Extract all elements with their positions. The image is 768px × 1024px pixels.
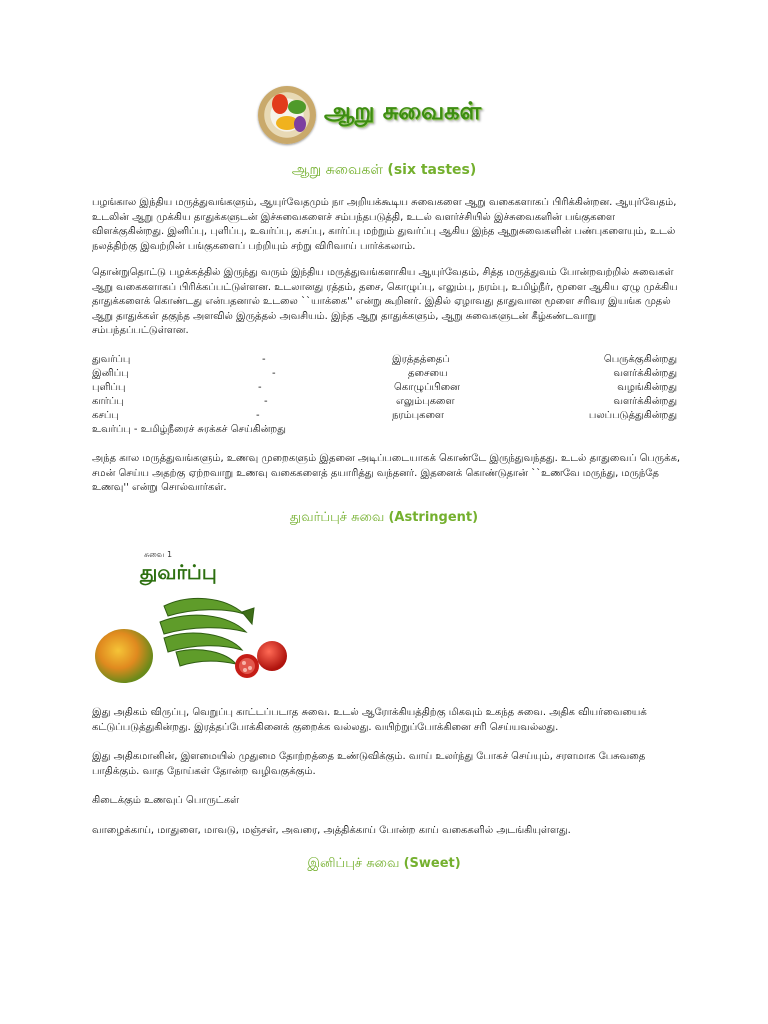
astringent-benefits-paragraph: இது அதிகம் விருப்பு, வெறுப்பு காட்டப்படாத சுவை. உடல் ஆரோக்கியத்திற்கு மிகவும் உகந்த சுவை. அதிக வியர்வையைக் கட்டுப்படுத்துகின்றது. இரத்தப்போக்கினைக் குறைக்க வல்லது. வயிற்றுப்போக்கினை சரி செய்யவல்லது.: [92, 707, 647, 733]
taste-row: இனிப்பு - தசையை வளர்க்கின்றது: [92, 368, 677, 379]
astringent-excess-paragraph: இது அதிகமானின், இளமையில் முதுமை தோற்றத்தை உண்டுவிக்கும். வாய் உலர்ந்து போகச் செய்யும், சரளமாக பேசுவதை பாதிக்கும். வாத நோய்கள் தோன்ற வழிவகுக்கும்.: [92, 751, 646, 777]
heading-six-tastes-english: (six tastes): [387, 162, 477, 178]
taste-row: புளிப்பு - கொழுப்பினை வழங்கின்றது: [92, 382, 677, 393]
available-foods-paragraph: வாழைக்காய், மாதுளை, மாவடு, மஞ்சள், அவரை, அத்திக்காய் போன்ற காய் வகைகளில் அடங்கியுள்ளது.: [92, 825, 571, 836]
banana-bunch-icon: [160, 598, 254, 666]
tradition-paragraph: அந்த கால மருத்துவங்களும், உணவு முறைகளும் இதனை அடிப்படையாகக் கொண்டே இருந்துவந்தது. உடல் தாதுவைப் பெருக்க, சமன் செய்ய அதற்கு ஏற்றவாறு உணவு வகைகளைத் தயாரித்து வந்தனர். இதனைக் கொண்டுதான் ``உணவே மருந்து, மருந்தே உணவு'' என்று சொல்வார்கள்.: [92, 453, 681, 493]
pomegranate-icon: [235, 641, 287, 678]
heading-sweet-english: (Sweet): [403, 856, 461, 871]
heading-astringent: [0, 510, 768, 526]
intro-paragraph: பழங்கால இந்திய மருத்துவங்களும், ஆயுர்வேதமும் நா அறியக்கூடிய சுவைகளை ஆறு வகைகளாகப் பிரிக்கின்றன. ஆயுர்வேதம், உடலின் ஆறு முக்கிய தாதுக்களுடன் இச்சுவைகளைச் சம்பந்தபடுத்தி, உடல் வளர்ச்சியில் இச்சுவைகளின் பங்குகளை விளக்குகின்றது. இனிப்பு, புளிப்பு, உவர்ப்பு, கசப்பு, கார்ப்பு மற்றும் துவர்ப்பு ஆகிய இந்த ஆறுசுவைகளின் பண்புகளையும், உடல் நலத்திற்கு இவற்றின் பங்குகளைப் பற்றியும் சற்று விரிவாய் பார்க்கலாம்.: [92, 197, 677, 252]
heading-sweet: [0, 856, 768, 872]
page-banner: [256, 86, 511, 146]
heading-six-tastes-tamil: ஆறு சுவைகள்: [291, 162, 388, 178]
mango-icon: [95, 629, 153, 683]
heading-astringent-english: (Astringent): [388, 510, 479, 525]
image-big-label: துவர்ப்பு: [140, 560, 217, 584]
heading-six-tastes: [0, 162, 768, 180]
available-foods-label: கிடைக்கும் உணவுப் பொருட்கள்: [92, 795, 240, 806]
heading-astringent-tamil: துவர்ப்புச் சுவை: [289, 510, 389, 525]
taste-row: துவர்ப்பு - இரத்தத்தைப் பெருக்குகின்றது: [92, 354, 677, 365]
heading-sweet-tamil: இனிப்புச் சுவை: [307, 856, 404, 871]
banner-title: ஆறு சுவைகள்: [324, 96, 482, 125]
vegetable-plate-image: [258, 86, 316, 144]
astringent-foods-image: [94, 544, 294, 689]
image-small-label: சுவை 1: [144, 550, 173, 559]
tissues-paragraph: தொன்றுதொட்டு பழக்கத்தில் இருந்து வரும் இந்திய மருத்துவங்களாகிய ஆயுர்வேதம், சித்த மருத்துவம் போன்றவற்றில் சுவைகள் ஆறு வகைகளாகப் பிரிக்கப்பட்டுள்ளன. உடலானது ரத்தம், தசை, கொழுப்பு, எலும்பு, நரம்பு, உமிழ்நீர், மூளை ஆகிய ஏழு முக்கிய தாதுக்களைக் கொண்டது என்பதனால் உடலை ``யாக்கை'' என்று கூறினர். இதில் ஏழாவது தாதுவான மூளை சரிவர இயங்க முதல் ஆறு தாதுக்கள் தகுந்த அளவில் இருத்தல் அவசியம். இந்த ஆறு தாதுக்களும், ஆறு சுவைகளுடன் கீழ்கண்டவாறு சம்பந்தப்பட்டுள்ளன.: [92, 267, 678, 336]
taste-row: கார்ப்பு - எலும்புகளை வளர்க்கின்றது: [92, 396, 677, 407]
fruit-illustration: [94, 544, 294, 689]
taste-row-last: உவர்ப்பு - உமிழ்நீரைச் சுரக்கச் செய்கின்றது: [92, 424, 286, 435]
taste-row: கசப்பு - நரம்புகளை பலப்படுத்துகின்றது: [92, 410, 677, 421]
